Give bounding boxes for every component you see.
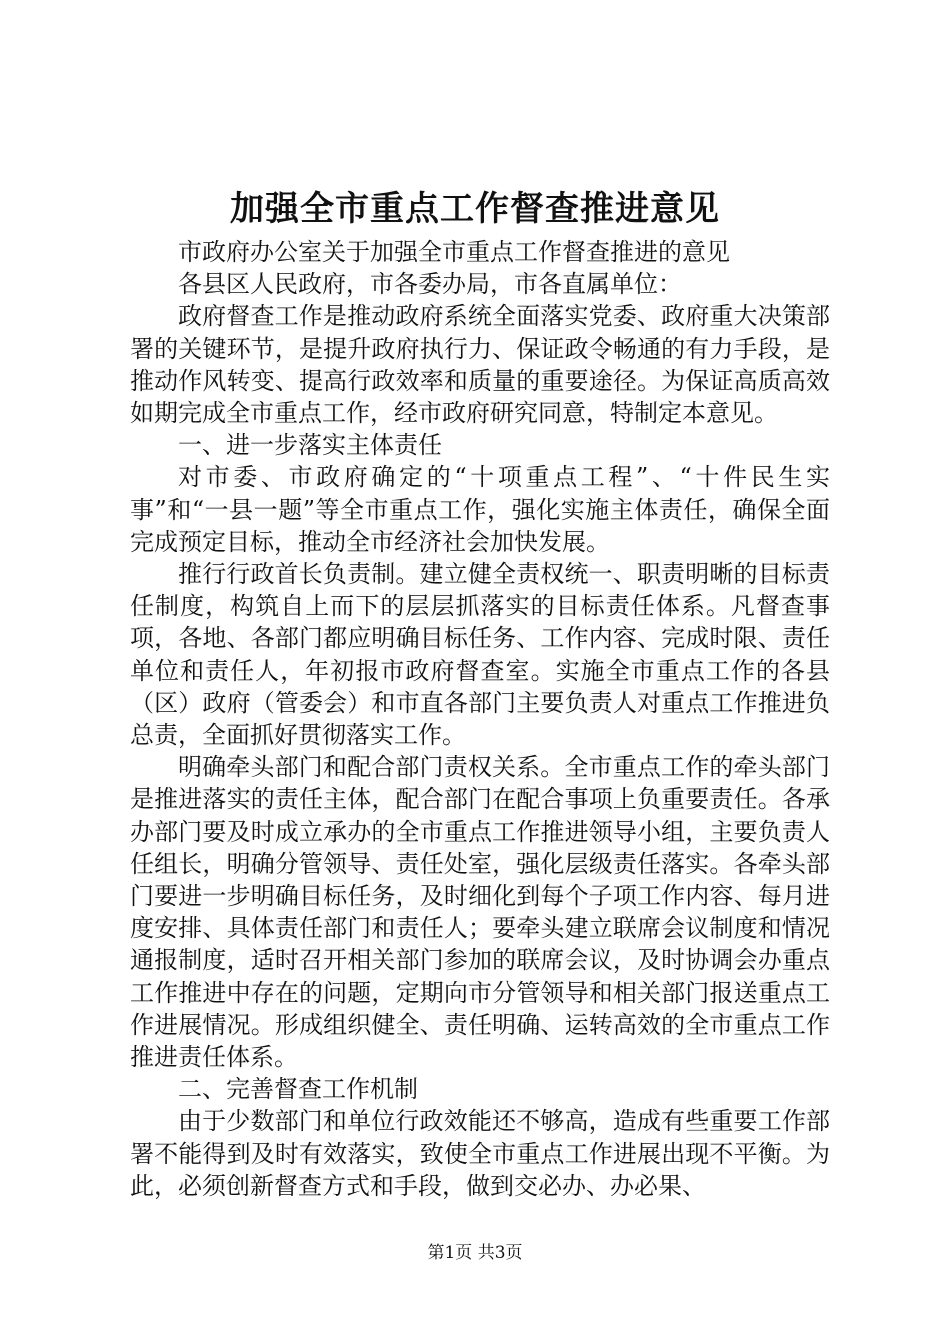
paragraph-section1-c: 明确牵头部门和配合部门责权关系。全市重点工作的牵头部门是推进落实的责任主体，配合部门在配合事项上负重要责任。各承办部门要及时成立承办的全市重点工作推进领导小组，主要负责人任组长，明确分管领导、责任处室，强化层级责任落实。各牵头部门要进一步明确目标任务，及时细化到每个子项工作内容、每月进度安排、具体责任部门和责任人；要牵头建立联席会议制度和情况通报制度，适时召开相关部门参加的联席会议，及时协调会办重点工作推进中存在的问题，定期向市分管领导和相关部门报送重点工作进展情况。形成组织健全、责任明确、运转高效的全市重点工作推进责任体系。 xyxy=(130,753,830,1072)
paragraph-section2-a: 由于少数部门和单位行政效能还不够高，造成有些重要工作部署不能得到及时有效落实，致使全市重点工作进展出现不平衡。为此，必须创新督查方式和手段，做到交必办、办必果、 xyxy=(130,1107,830,1200)
document-title: 加强全市重点工作督查推进意见 xyxy=(230,189,720,229)
section-heading-1: 一、进一步落实主体责任 xyxy=(178,431,442,460)
paragraph-recipients: 各县区人民政府，市各委办局，市各直属单位： xyxy=(178,270,682,299)
page-number-footer: 第1页 共3页 xyxy=(427,1243,523,1263)
paragraph-section1-b: 推行行政首长负责制。建立健全责权统一、职责明晰的目标责任制度，构筑自上而下的层层抓落实的目标责任体系。凡督查事项，各地、各部门都应明确目标任务、工作内容、完成时限、责任单位和责任人，年初报市政府督查室。实施全市重点工作的各县（区）政府（管委会）和市直各部门主要负责人对重点工作推进负总责，全面抓好贯彻落实工作。 xyxy=(130,560,830,750)
paragraph-intro: 政府督查工作是推动政府系统全面落实党委、政府重大决策部署的关键环节，是提升政府执行力、保证政令畅通的有力手段，是推动作风转变、提高行政效率和质量的重要途径。为保证高质高效如期完成全市重点工作，经市政府研究同意，特制定本意见。 xyxy=(130,302,830,428)
paragraph-section1-a: 对市委、市政府确定的“十项重点工程”、“十件民生实事”和“一县一题”等全市重点工作，强化实施主体责任，确保全面完成预定目标，推动全市经济社会加快发展。 xyxy=(130,463,830,556)
section-heading-2: 二、完善督查工作机制 xyxy=(178,1075,418,1104)
document-body xyxy=(130,236,830,1202)
paragraph-heading-line: 市政府办公室关于加强全市重点工作督查推进的意见 xyxy=(178,238,730,266)
